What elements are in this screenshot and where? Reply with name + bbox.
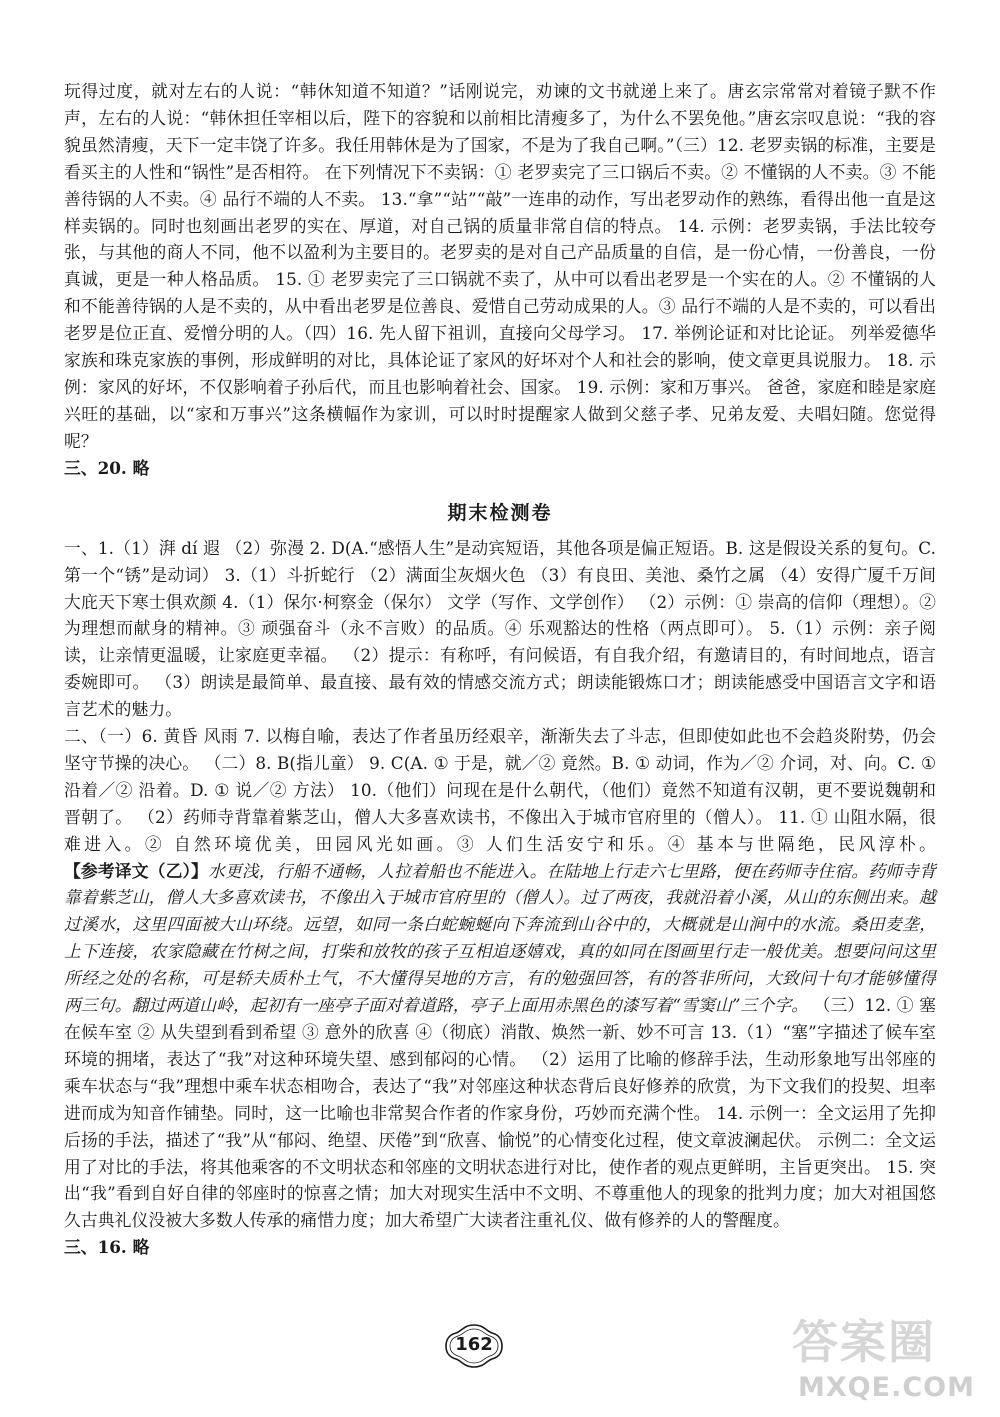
watermark-url: MXQE.COM — [798, 1372, 975, 1403]
translation-text: 水更浅，行船不通畅，人拉着船也不能进入。在陆地上行走六七里路，便在药师寺住宿。药师寺背靠着紫芝山，僧人大多喜欢读书，不像出入于城市官府里的（僧人）。过了两夜，我就沿着小溪，从山的东侧出来。越过溪水，这里四面被大山环绕。远望，如同一条白蛇蜿蜒向下奔流到山谷中的，大概就是山涧中的水流。桑田麦垄，上下连接，农家隐藏在竹树之间，打柴和放牧的孩子互相追逐嬉戏，真的如同在图画里行走一般优美。想要问问这里所经之处的名称，可是轿夫质朴土气，不大懂得吴地的方言，有的勉强回答，有的答非所问，大致问十句才能够懂得两三句。翻过两道山岭，起初有一座亭子面对着道路，亭子上面用赤黑色的漆写着“雪窦山”三个字。 — [64, 860, 936, 1016]
page-number-badge — [444, 1323, 504, 1369]
watermark-logo — [792, 1316, 988, 1410]
translation-label: 【参考译文（乙）】 — [64, 860, 208, 881]
section-title: 期末检测卷 — [447, 501, 553, 524]
answer-item-20: 三、20. 略 — [64, 457, 150, 478]
answer-page — [64, 78, 936, 1261]
watermark-glyphs: 答案圈 — [792, 1315, 936, 1369]
answer-part-two-head: 二、（一）6. 黄昏 风雨 7. 以梅自喻，表达了作者虽历经艰辛，渐渐失去了斗志，但即使如此也不会趋炎附势，仍会坚守节操的决心。 （二）8. B(指儿童） 9. C(A. ① 于是，就／② 竟然。B. ① 动词，作为／② 介词，对、向。C. ① 沿着／② 沿着。D. ① 说／② 方法） 10.（他们）问现在是什么朝代，（他们）竟然不知道有汉朝，更不要说魏朝和晋朝了。 （2）药师寺背靠着紫芝山，僧人大多喜欢读书，不像出入于城市官府里的（僧人）。 11. ① 山阻水隔，很难进入。② 自然环境优美，田园风光如画。③ 人们生活安宁和乐。④ 基本与世隔绝，民风淳朴。 — [64, 726, 936, 854]
answer-block-part-one: 一、1.（1）湃 dí 遐 （2）弥漫 2. D(A.“感悟人生”是动宾短语，其他各项是偏正短语。B. 这是假设关系的复句。C. 第一个“锈”是动词） 3.（1）斗折蛇行 （2）满面尘灰烟火色 （3）有良田、美池、桑竹之属 （4）安得广厦千万间 大庇天下寒士俱欢颜 4.（1）保尔·柯察金（保尔） 文学（写作、文学创作） （2）示例：① 崇高的信仰（理想）。② 为理想而献身的精神。③ 顽强奋斗（永不言败）的品质。④ 乐观豁达的性格（两点即可）。 5.（1）示例：亲子阅读，让亲情更温暖，让家庭更幸福。 （2）提示：有称呼，有问候语，有自我介绍，有邀请目的，有时间地点，语言委婉即可。 （3）朗读是最简单、最直接、最有效的情感交流方式；朗读能锻炼口才；朗读能感受中国语言文字和语言艺术的魅力。 — [64, 537, 936, 720]
answer-item-16: 三、16. 略 — [64, 1237, 150, 1258]
answer-block-continued: 玩得过度，就对左右的人说：“韩休知道不知道？”话刚说完，劝谏的文书就递上来了。唐玄宗常常对着镜子默不作声，左右的人说：“韩休担任宰相以后，陛下的容貌和以前相比清瘦多了，为什么不罢免他。”唐玄宗叹息说：“我的容貌虽然清瘦，天下一定丰饶了许多。我任用韩休是为了国家，不是为了我自己啊。”（三）12. 老罗卖锅的标准，主要是看买主的人性和“锅性”是否相符。 在下列情况下不卖锅：① 老罗卖完了三口锅后不卖。② 不懂锅的人不卖。③ 不能善待锅的人不卖。④ 品行不端的人不卖。 13.“拿”“站”“敲”一连串的动作，写出老罗动作的熟练，看得出他一直是这样卖锅的。同时也刻画出老罗的实在、厚道，对自己锅的质量非常自信的特点。 14. 示例：老罗卖锅，手法比较夸张，与其他的商人不同，他不以盈利为主要目的。老罗卖的是对自己产品质量的自信，是一份心情，一份善良，一份真诚，更是一种人格品质。 15. ① 老罗卖完了三口锅就不卖了，从中可以看出老罗是一个实在的人。② 不懂锅的人和不能善待锅的人是不卖的，从中看出老罗是位善良、爱惜自己劳动成果的人。③ 品行不端的人是不卖的，可以看出老罗是位正直、爱憎分明的人。（四）16. 先人留下祖训，直接向父母学习。 17. 举例论证和对比论证。 列举爱德华家族和珠克家族的事例，形成鲜明的对比，具体论证了家风的好坏对个人和社会的影响，使文章更具说服力。 18. 示例：家风的好坏，不仅影响着子孙后代，而且也影响着社会、国家。 19. 示例：家和万事兴。 爸爸，家庭和睦是家庭兴旺的基础，以“家和万事兴”这条横幅作为家训，可以时时提醒家人做到父慈子孝、兄弟友爱、夫唱妇随。您觉得呢？ — [64, 81, 936, 451]
answer-block-part-two — [64, 723, 936, 1234]
answer-part-two-tail: （三）12. ① 塞在候车室 ② 从失望到看到希望 ③ 意外的欣喜 ④（彻底）消散、焕然一新、妙不可言 13.（1）“塞”字描述了候车室环境的拥堵，表达了“我”对这种环境失望、感到郁闷的心情。 （2）运用了比喻的修辞手法，生动形象地写出邻座的乘车状态与“我”理想中乘车状态相吻合，表达了“我”对邻座这种状态背后良好修养的欣赏，为下文我们的投契、坦率进而成为知音作铺垫。同时，这一比喻也非常契合作者的作家身份，巧妙而充满个性。 14. 示例一：全文运用了先抑后扬的手法，描述了“我”从“郁闷、绝望、厌倦”到“欣喜、愉悦”的心情变化过程，使文章波澜起伏。 示例二：全文运用了对比的手法，将其他乘客的不文明状态和邻座的文明状态进行对比，使作者的观点更鲜明，主旨更突出。 15. 突出“我”看到自好自律的邻座时的惊喜之情；加大对现实生活中不文明、不尊重他人的现象的批判力度；加大对祖国悠久古典礼仪没被大多数人传承的痛惜力度；加大希望广大读者注重礼仪、做有修养的人的警醒度。 — [64, 995, 936, 1231]
page-number: 162 — [455, 1334, 493, 1355]
